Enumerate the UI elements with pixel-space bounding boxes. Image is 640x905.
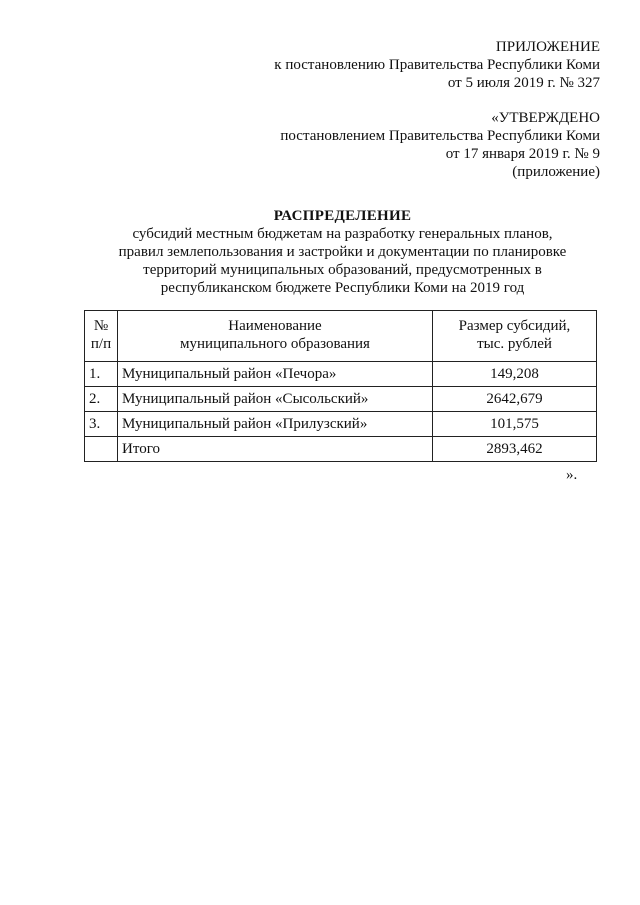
- subtitle-line: территорий муниципальных образований, предусмотренных в: [143, 262, 542, 278]
- document-title: [60, 207, 625, 297]
- table-row: [85, 412, 597, 437]
- approval-label: «УТВЕРЖДЕНО: [491, 110, 600, 126]
- row-municipality: Муниципальный район «Печора»: [118, 362, 433, 387]
- header-number-line1: №: [93, 318, 109, 334]
- appendix-label: ПРИЛОЖЕНИЕ: [495, 39, 600, 55]
- subtitle-line: правил землепользования и застройки и документации по планировке: [118, 244, 567, 260]
- appendix-header: [274, 38, 600, 92]
- row-amount: 2642,679: [433, 387, 597, 412]
- header-amount-line2: тыс. рублей: [477, 336, 552, 352]
- total-row: [85, 437, 597, 462]
- row-amount: 149,208: [433, 362, 597, 387]
- title-subtitle: [60, 225, 625, 297]
- header-name: [118, 311, 433, 362]
- table-body: [85, 362, 597, 462]
- approval-date: от 17 января 2019 г. № 9: [445, 146, 600, 162]
- appendix-date: от 5 июля 2019 г. № 327: [447, 75, 600, 91]
- total-amount: 2893,462: [433, 437, 597, 462]
- table-row: [85, 362, 597, 387]
- total-number: [85, 437, 118, 462]
- appendix-reference: к постановлению Правительства Республики Коми: [274, 57, 600, 73]
- title-heading: РАСПРЕДЕЛЕНИЕ: [273, 208, 412, 224]
- row-amount: 101,575: [433, 412, 597, 437]
- header-number: [85, 311, 118, 362]
- approval-note: (приложение): [512, 164, 600, 180]
- approval-stamp: [280, 109, 600, 181]
- row-number: 1.: [85, 362, 118, 387]
- header-row: [85, 311, 597, 362]
- row-municipality: Муниципальный район «Сысольский»: [118, 387, 433, 412]
- total-label: Итого: [118, 437, 433, 462]
- closing-quote: ».: [566, 467, 578, 483]
- subsidy-table: [84, 310, 597, 462]
- row-number: 3.: [85, 412, 118, 437]
- header-name-line2: муниципального образования: [180, 336, 370, 352]
- header-name-line1: Наименование: [228, 318, 322, 334]
- row-municipality: Муниципальный район «Прилузский»: [118, 412, 433, 437]
- subtitle-line: субсидий местным бюджетам на разработку генеральных планов,: [132, 226, 553, 242]
- header-amount: [433, 311, 597, 362]
- table-row: [85, 387, 597, 412]
- row-number: 2.: [85, 387, 118, 412]
- approval-reference: постановлением Правительства Республики Коми: [280, 128, 600, 144]
- header-number-line2: п/п: [90, 336, 112, 352]
- subtitle-line: республиканском бюджете Республики Коми на 2019 год: [160, 280, 525, 296]
- table-header: [85, 311, 597, 362]
- header-amount-line1: Размер субсидий,: [458, 318, 571, 334]
